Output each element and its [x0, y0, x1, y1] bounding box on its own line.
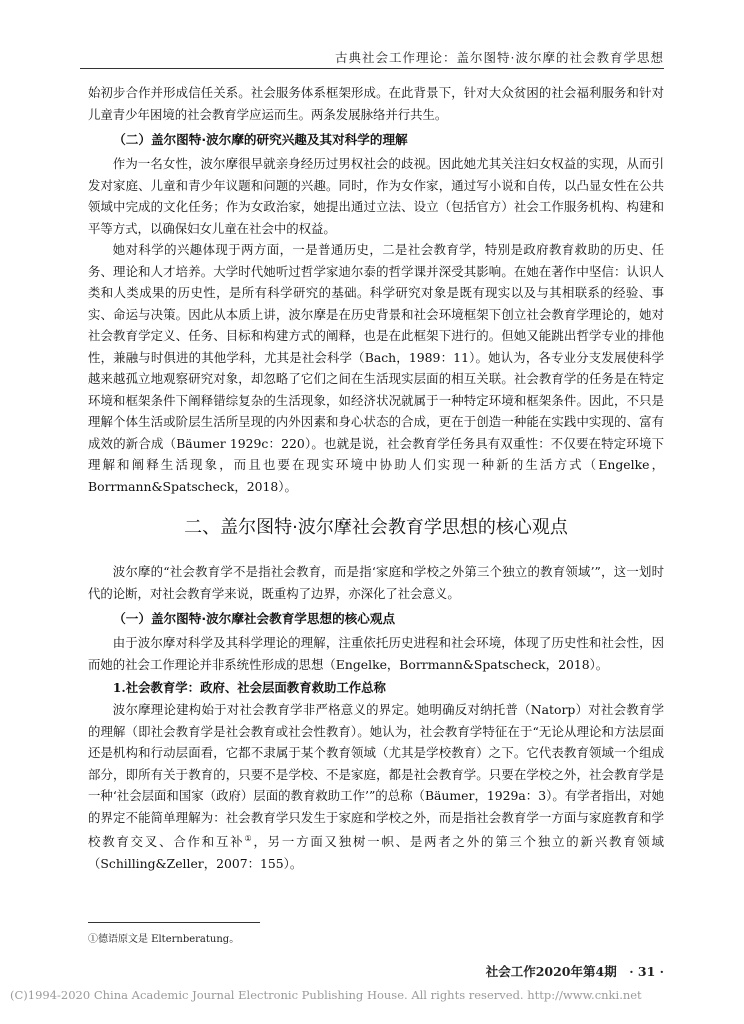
article-body: [88, 82, 664, 874]
header-rule: [80, 68, 664, 69]
paragraph: 由于波尔摩对科学及其科学理论的理解，注重依托历史进程和社会环境，体现了历史性和社会性，因而她的社会工作理论并非系统性形成的思想（Engelke，Borrmann&Spatscheck，2018）。: [88, 635, 664, 672]
subsection-heading-2: （二）盖尔图特·波尔摩的研究兴趣及其对科学的理解: [113, 132, 408, 147]
footnote: ①德语原文是 Elternberatung。: [88, 934, 240, 945]
subsection-heading-1: （一）盖尔图特·波尔摩社会教育学思想的核心观点: [113, 611, 396, 626]
copyright-line: (C)1994-2020 China Academic Journal Electronic Publishing House. All rights reserved. http://www.cnki.net: [10, 988, 642, 1002]
paragraph: [88, 699, 664, 874]
page-folio: 社会工作2020年第4期 · 31 ·: [485, 964, 664, 979]
sub-subsection-heading: 1.社会教育学：政府、社会层面教育救助工作总称: [112, 680, 386, 695]
paragraph: 她对科学的兴趣体现于两方面，一是普通历史，二是社会教育学，特别是政府教育救助的历史、任务、理论和人才培养。大学时代她听过哲学家迪尔泰的哲学课并深受其影响。在她在著作中坚信：认识人类和人类成果的历史性，是所有科学研究的基础。科学研究对象是既有现实以及与其相联系的经验、事实、命运与决策。因此从本质上讲，波尔摩是在历史背景和社会环境框架下创立社会教育学理论的，她对社会教育学定义、任务、目标和构建方式的阐释，也是在此框架下进行的。但她又能跳出哲学专业的排他性，兼融与时俱进的其他学科，尤其是社会科学（Bach，1989：11）。她认为，各专业分支发展使科学越来越孤立地观察研究对象，却忽略了它们之间在生活现实层面的相互关联。社会教育学的任务是在特定环境和框架条件下阐释错综复杂的生活现象，如经济状况就属于一种特定环境和框架条件。因此，不只是理解个体生活或阶层生活所呈现的内外因素和身心状态的合成，更在于创造一种能在实践中实现的、富有成效的新合成（Bäumer 1929c：220）。也就是说，社会教育学任务具有双重性：不仅要在特定环境下理解和阐释生活现象，而且也要在现实环境中协助人们实现一种新的生活方式（Engelke，Borrmann&Spatscheck，2018）。: [88, 242, 664, 494]
footnote-marker[interactable]: ①: [244, 834, 254, 843]
footnote-rule: [88, 922, 260, 923]
paragraph-continued: 始初步合作并形成信任关系。社会服务体系框架形成。在此背景下，针对大众贫困的社会福利服务和针对儿童青少年困境的社会教育学应运而生。两条发展脉络并行共生。: [88, 85, 664, 122]
paragraph: 作为一名女性，波尔摩很早就亲身经历过男权社会的歧视。因此她尤其关注妇女权益的实现，从而引发对家庭、儿童和青少年议题和问题的兴趣。同时，作为女作家，通过写小说和自传，以凸显女性在公共领域中完成的文化任务；作为女政治家，她提出通过立法、设立（包括官方）社会工作服务机构、构建和平等方式，以确保妇女儿童在社会中的权益。: [88, 156, 664, 236]
paragraph-text-tail: ，另一方面又独树一帜、是两者之外的第三个独立的新兴教育领域（Schilling&Zeller，2007：155）。: [88, 834, 665, 871]
paragraph-text: 波尔摩理论建构始于对社会教育学非严格意义的界定。她明确反对纳托普（Natorp）对社会教育学的理解（即社会教育学是社会教育或社会性教育）。她认为，社会教育学特征在于“无论从理论和方法层面还是机构和行动层面看，它都不隶属于某个教育领域（尤其是学校教育）之下。它代表教育领域一个组成部分，即所有关于教育的，只要不是学校、不是家庭，都是社会教育学。只要在学校之外，社会教育学是一种‘社会层面和国家（政府）层面的教育救助工作’”的总称（Bäumer，1929a：3）。有学者指出，对她的界定不能简单理解为：社会教育学只发生于家庭和学校之外，而是指社会教育学一方面与家庭教育和学校教育交叉、合作和互补: [88, 702, 664, 850]
running-head: 古典社会工作理论：盖尔图特·波尔摩的社会教育学思想: [335, 50, 664, 65]
paragraph: 波尔摩的“社会教育学不是指社会教育，而是指‘家庭和学校之外第三个独立的教育领域’”，这一划时代的论断，对社会教育学来说，既重构了边界，亦深化了社会意义。: [88, 564, 664, 601]
section-heading: 二、盖尔图特·波尔摩社会教育学思想的核心观点: [184, 517, 568, 538]
